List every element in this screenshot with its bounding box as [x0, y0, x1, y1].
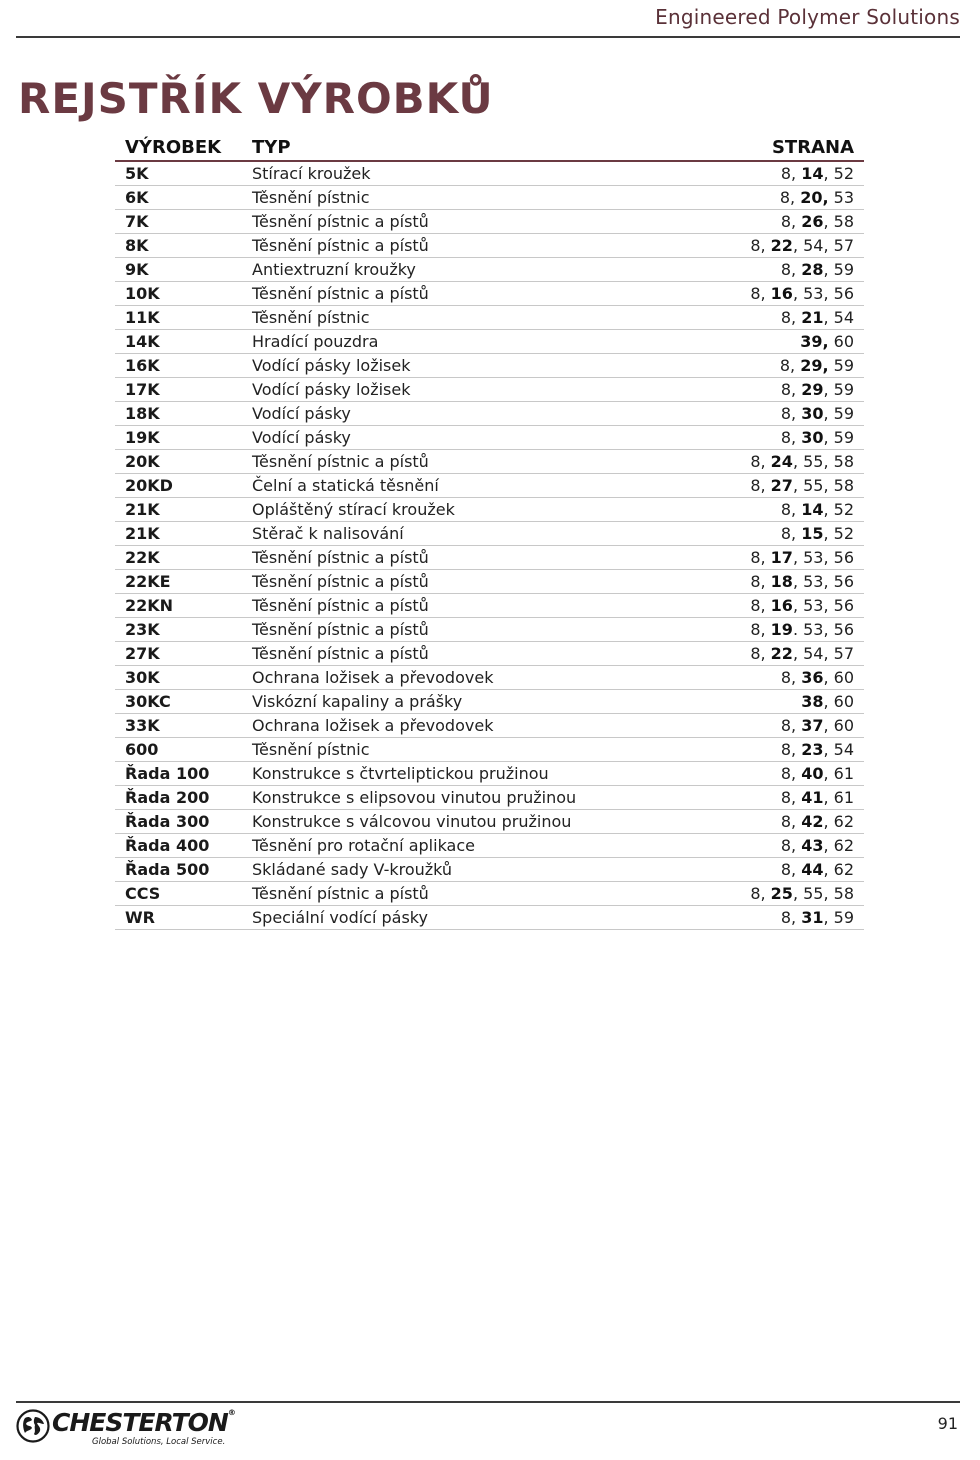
main-page-number: 28: [801, 260, 824, 279]
page-number-text: , 53, 56: [792, 596, 854, 615]
page-numbers-cell: [700, 642, 864, 666]
page-numbers-cell: [700, 690, 864, 714]
product-code-cell: 11K: [115, 306, 242, 330]
product-code-cell: 9K: [115, 258, 242, 282]
product-type-cell: Těsnění pístnic a pístů: [242, 642, 700, 666]
product-type-cell: Těsnění pro rotační aplikace: [242, 834, 700, 858]
product-type-cell: Stěrač k nalisování: [242, 522, 700, 546]
product-type-cell: Stírací kroužek: [242, 161, 700, 186]
page-number-text: 8,: [780, 812, 802, 831]
table-row: [115, 546, 864, 570]
page-number-text: , 62: [823, 812, 854, 831]
product-type-cell: Konstrukce s válcovou vinutou pružinou: [242, 810, 700, 834]
page-numbers-cell: [700, 666, 864, 690]
product-code-cell: 22KE: [115, 570, 242, 594]
product-type-cell: Těsnění pístnic: [242, 306, 700, 330]
page-number-text: , 61: [823, 764, 854, 783]
product-code-cell: 7K: [115, 210, 242, 234]
table-row: [115, 786, 864, 810]
page-numbers-cell: [700, 402, 864, 426]
product-index-table: [115, 136, 864, 930]
product-type-cell: Těsnění pístnic a pístů: [242, 282, 700, 306]
main-page-number: 29: [801, 380, 824, 399]
main-page-number: 30: [801, 428, 824, 447]
product-type-cell: Ochrana ložisek a převodovek: [242, 714, 700, 738]
table-body: [115, 161, 864, 930]
page-number-text: , 55, 58: [792, 884, 854, 903]
page-numbers-cell: [700, 570, 864, 594]
table-header-row: [115, 136, 864, 161]
page-number-text: 8,: [780, 380, 802, 399]
page-number-text: , 59: [823, 428, 854, 447]
page-number-text: , 59: [823, 260, 854, 279]
page-number-text: 59: [828, 356, 854, 375]
table-row: [115, 594, 864, 618]
product-code-cell: 17K: [115, 378, 242, 402]
main-page-number: 44: [801, 860, 824, 879]
main-page-number: 26: [801, 212, 824, 231]
main-page-number: 20,: [800, 188, 829, 207]
page-number-text: , 60: [823, 716, 854, 735]
product-code-cell: 27K: [115, 642, 242, 666]
page-numbers-cell: [700, 906, 864, 930]
page-numbers-cell: [700, 186, 864, 210]
page-number-text: 8,: [780, 836, 802, 855]
product-type-cell: Viskózní kapaliny a prášky: [242, 690, 700, 714]
product-code-cell: 22KN: [115, 594, 242, 618]
product-type-cell: Těsnění pístnic a pístů: [242, 882, 700, 906]
table-row: [115, 666, 864, 690]
page-number-text: 8,: [780, 212, 802, 231]
product-type-cell: Konstrukce s čtvrteliptickou pružinou: [242, 762, 700, 786]
page-number-text: 8,: [750, 596, 771, 615]
product-type-cell: Těsnění pístnic a pístů: [242, 546, 700, 570]
page-title: REJSTŘÍK VÝROBKŮ: [18, 74, 494, 123]
main-page-number: 43: [801, 836, 824, 855]
product-code-cell: 18K: [115, 402, 242, 426]
main-page-number: 42: [801, 812, 824, 831]
table-row: [115, 738, 864, 762]
page-numbers-cell: [700, 858, 864, 882]
page-numbers-cell: [700, 210, 864, 234]
page-numbers-cell: [700, 450, 864, 474]
product-code-cell: 30K: [115, 666, 242, 690]
product-type-cell: Speciální vodící pásky: [242, 906, 700, 930]
main-page-number: 38: [801, 692, 824, 711]
product-code-cell: 6K: [115, 186, 242, 210]
page-number-text: 8,: [780, 860, 802, 879]
main-page-number: 18: [770, 572, 793, 591]
main-page-number: 40: [801, 764, 824, 783]
main-page-number: 25: [770, 884, 793, 903]
page-numbers-cell: [700, 786, 864, 810]
table-row: [115, 642, 864, 666]
page-numbers-cell: [700, 714, 864, 738]
product-type-cell: Těsnění pístnic: [242, 738, 700, 762]
page-numbers-cell: [700, 474, 864, 498]
product-code-cell: 8K: [115, 234, 242, 258]
page-number-text: , 52: [823, 164, 854, 183]
page-number-text: , 52: [823, 500, 854, 519]
main-page-number: 30: [801, 404, 824, 423]
main-page-number: 36: [801, 668, 824, 687]
product-code-cell: 21K: [115, 498, 242, 522]
page-numbers-cell: [700, 161, 864, 186]
page-number-text: , 58: [823, 212, 854, 231]
table-row: [115, 882, 864, 906]
main-page-number: 22: [770, 236, 793, 255]
page-numbers-cell: [700, 258, 864, 282]
product-type-cell: Ochrana ložisek a převodovek: [242, 666, 700, 690]
table-row: [115, 810, 864, 834]
page-number-text: 8,: [780, 668, 802, 687]
main-page-number: 22: [770, 644, 793, 663]
page-number-text: 8,: [780, 500, 802, 519]
page-number-text: . 53, 56: [792, 620, 854, 639]
table-row: [115, 570, 864, 594]
page-numbers-cell: [700, 834, 864, 858]
page-numbers-cell: [700, 882, 864, 906]
page-number-text: 8,: [780, 308, 802, 327]
page-number-text: 8,: [750, 284, 771, 303]
page-number-text: , 54: [823, 740, 854, 759]
page-number-text: , 54: [823, 308, 854, 327]
product-type-cell: Čelní a statická těsnění: [242, 474, 700, 498]
page-number-text: , 54, 57: [792, 644, 854, 663]
product-code-cell: 5K: [115, 161, 242, 186]
product-type-cell: Vodící pásky: [242, 426, 700, 450]
page-number-text: 8,: [750, 644, 771, 663]
logo-tagline: Global Solutions, Local Service.: [92, 1437, 226, 1447]
page-number-text: 8,: [750, 236, 771, 255]
main-page-number: 16: [770, 596, 793, 615]
product-code-cell: Řada 300: [115, 810, 242, 834]
product-code-cell: CCS: [115, 882, 242, 906]
page-number-text: 8,: [779, 356, 801, 375]
page-numbers-cell: [700, 330, 864, 354]
table-row: [115, 161, 864, 186]
main-page-number: 31: [801, 908, 824, 927]
product-code-cell: Řada 100: [115, 762, 242, 786]
page-numbers-cell: [700, 378, 864, 402]
product-code-cell: WR: [115, 906, 242, 930]
product-type-cell: Těsnění pístnic a pístů: [242, 594, 700, 618]
page-number-text: 8,: [750, 884, 771, 903]
product-code-cell: 14K: [115, 330, 242, 354]
product-type-cell: Hradící pouzdra: [242, 330, 700, 354]
page-number-text: , 61: [823, 788, 854, 807]
page-numbers-cell: [700, 762, 864, 786]
product-type-cell: Konstrukce s elipsovou vinutou pružinou: [242, 786, 700, 810]
main-page-number: 41: [801, 788, 824, 807]
product-code-cell: 10K: [115, 282, 242, 306]
table-row: [115, 234, 864, 258]
page-number-text: , 54, 57: [792, 236, 854, 255]
page-numbers-cell: [700, 618, 864, 642]
page-number-text: , 60: [823, 692, 854, 711]
header-divider: [16, 36, 960, 38]
page-number-text: 8,: [780, 164, 802, 183]
main-page-number: 17: [770, 548, 793, 567]
page-number-text: 8,: [780, 908, 802, 927]
page-number-text: , 55, 58: [792, 476, 854, 495]
table-row: [115, 402, 864, 426]
page-number-text: , 52: [823, 524, 854, 543]
page-number-text: 8,: [780, 260, 802, 279]
product-type-cell: Těsnění pístnic a pístů: [242, 618, 700, 642]
table-row: [115, 210, 864, 234]
page-number-text: , 55, 58: [792, 452, 854, 471]
product-code-cell: 23K: [115, 618, 242, 642]
page-numbers-cell: [700, 498, 864, 522]
table-row: [115, 306, 864, 330]
table-row: [115, 450, 864, 474]
product-code-cell: 33K: [115, 714, 242, 738]
page-numbers-cell: [700, 738, 864, 762]
footer-divider: [16, 1401, 960, 1403]
page-number-text: , 53, 56: [792, 572, 854, 591]
main-page-number: 24: [770, 452, 793, 471]
table-row: [115, 522, 864, 546]
page-number-text: 53: [828, 188, 854, 207]
column-header-product: VÝROBEK: [115, 136, 242, 161]
main-page-number: 27: [770, 476, 793, 495]
main-page-number: 39,: [800, 332, 829, 351]
page-number-text: , 59: [823, 380, 854, 399]
page-number-text: 8,: [750, 452, 771, 471]
page-number-text: 8,: [780, 428, 802, 447]
product-code-cell: 20KD: [115, 474, 242, 498]
globe-icon: [16, 1409, 50, 1443]
page-numbers-cell: [700, 306, 864, 330]
main-page-number: 16: [770, 284, 793, 303]
main-page-number: 23: [801, 740, 824, 759]
page-number-text: 8,: [750, 620, 771, 639]
page-numbers-cell: [700, 810, 864, 834]
product-type-cell: Vodící pásky ložisek: [242, 378, 700, 402]
table-row: [115, 378, 864, 402]
product-type-cell: Vodící pásky: [242, 402, 700, 426]
table-row: [115, 618, 864, 642]
table-row: [115, 714, 864, 738]
page-number-text: 8,: [780, 740, 802, 759]
page-number-text: 8,: [750, 548, 771, 567]
main-page-number: 21: [801, 308, 824, 327]
main-page-number: 15: [801, 524, 824, 543]
product-code-cell: Řada 200: [115, 786, 242, 810]
page-number-text: , 53, 56: [792, 548, 854, 567]
table-row: [115, 258, 864, 282]
column-header-type: TYP: [242, 136, 700, 161]
product-type-cell: Těsnění pístnic a pístů: [242, 234, 700, 258]
main-page-number: 37: [801, 716, 824, 735]
page-number-text: 8,: [780, 788, 802, 807]
page-numbers-cell: [700, 426, 864, 450]
product-code-cell: Řada 500: [115, 858, 242, 882]
logo-wordmark: CHESTERTON®: [52, 1408, 236, 1437]
product-type-cell: Těsnění pístnic a pístů: [242, 210, 700, 234]
product-type-cell: Antiextruzní kroužky: [242, 258, 700, 282]
page-number-text: , 62: [823, 860, 854, 879]
page-number-text: 8,: [780, 716, 802, 735]
table-row: [115, 426, 864, 450]
table-row: [115, 474, 864, 498]
product-type-cell: Vodící pásky ložisek: [242, 354, 700, 378]
product-type-cell: Těsnění pístnic a pístů: [242, 570, 700, 594]
main-page-number: 29,: [800, 356, 829, 375]
product-code-cell: 600: [115, 738, 242, 762]
header-title: Engineered Polymer Solutions: [655, 5, 960, 29]
page-number-text: 8,: [780, 764, 802, 783]
product-code-cell: 30KC: [115, 690, 242, 714]
page-numbers-cell: [700, 282, 864, 306]
page-number-text: , 62: [823, 836, 854, 855]
page-number-text: 8,: [780, 524, 802, 543]
product-code-cell: 16K: [115, 354, 242, 378]
table-row: [115, 906, 864, 930]
chesterton-logo: [16, 1408, 236, 1450]
page-numbers-cell: [700, 546, 864, 570]
page-number-text: , 59: [823, 908, 854, 927]
page-number-text: , 53, 56: [792, 284, 854, 303]
product-code-cell: 22K: [115, 546, 242, 570]
product-type-cell: Těsnění pístnic a pístů: [242, 450, 700, 474]
product-type-cell: Těsnění pístnic: [242, 186, 700, 210]
page-number: 91: [937, 1414, 958, 1433]
product-type-cell: Skládané sady V-kroužků: [242, 858, 700, 882]
table-row: [115, 834, 864, 858]
table-row: [115, 858, 864, 882]
main-page-number: 14: [801, 500, 824, 519]
page-numbers-cell: [700, 234, 864, 258]
page-number-text: , 59: [823, 404, 854, 423]
column-header-page: STRANA: [700, 136, 864, 161]
table-row: [115, 330, 864, 354]
page-number-text: , 60: [823, 668, 854, 687]
table-row: [115, 186, 864, 210]
table-row: [115, 282, 864, 306]
table-row: [115, 354, 864, 378]
page-number-text: 8,: [750, 572, 771, 591]
product-code-cell: 19K: [115, 426, 242, 450]
page-numbers-cell: [700, 594, 864, 618]
main-page-number: 14: [801, 164, 824, 183]
product-code-cell: 20K: [115, 450, 242, 474]
page-number-text: 8,: [750, 476, 771, 495]
table-row: [115, 762, 864, 786]
page-numbers-cell: [700, 354, 864, 378]
product-code-cell: Řada 400: [115, 834, 242, 858]
page-numbers-cell: [700, 522, 864, 546]
table-row: [115, 690, 864, 714]
product-code-cell: 21K: [115, 522, 242, 546]
main-page-number: 19: [770, 620, 793, 639]
product-type-cell: Opláštěný stírací kroužek: [242, 498, 700, 522]
page-number-text: 60: [828, 332, 854, 351]
page-number-text: 8,: [779, 188, 801, 207]
table-row: [115, 498, 864, 522]
page-number-text: 8,: [780, 404, 802, 423]
